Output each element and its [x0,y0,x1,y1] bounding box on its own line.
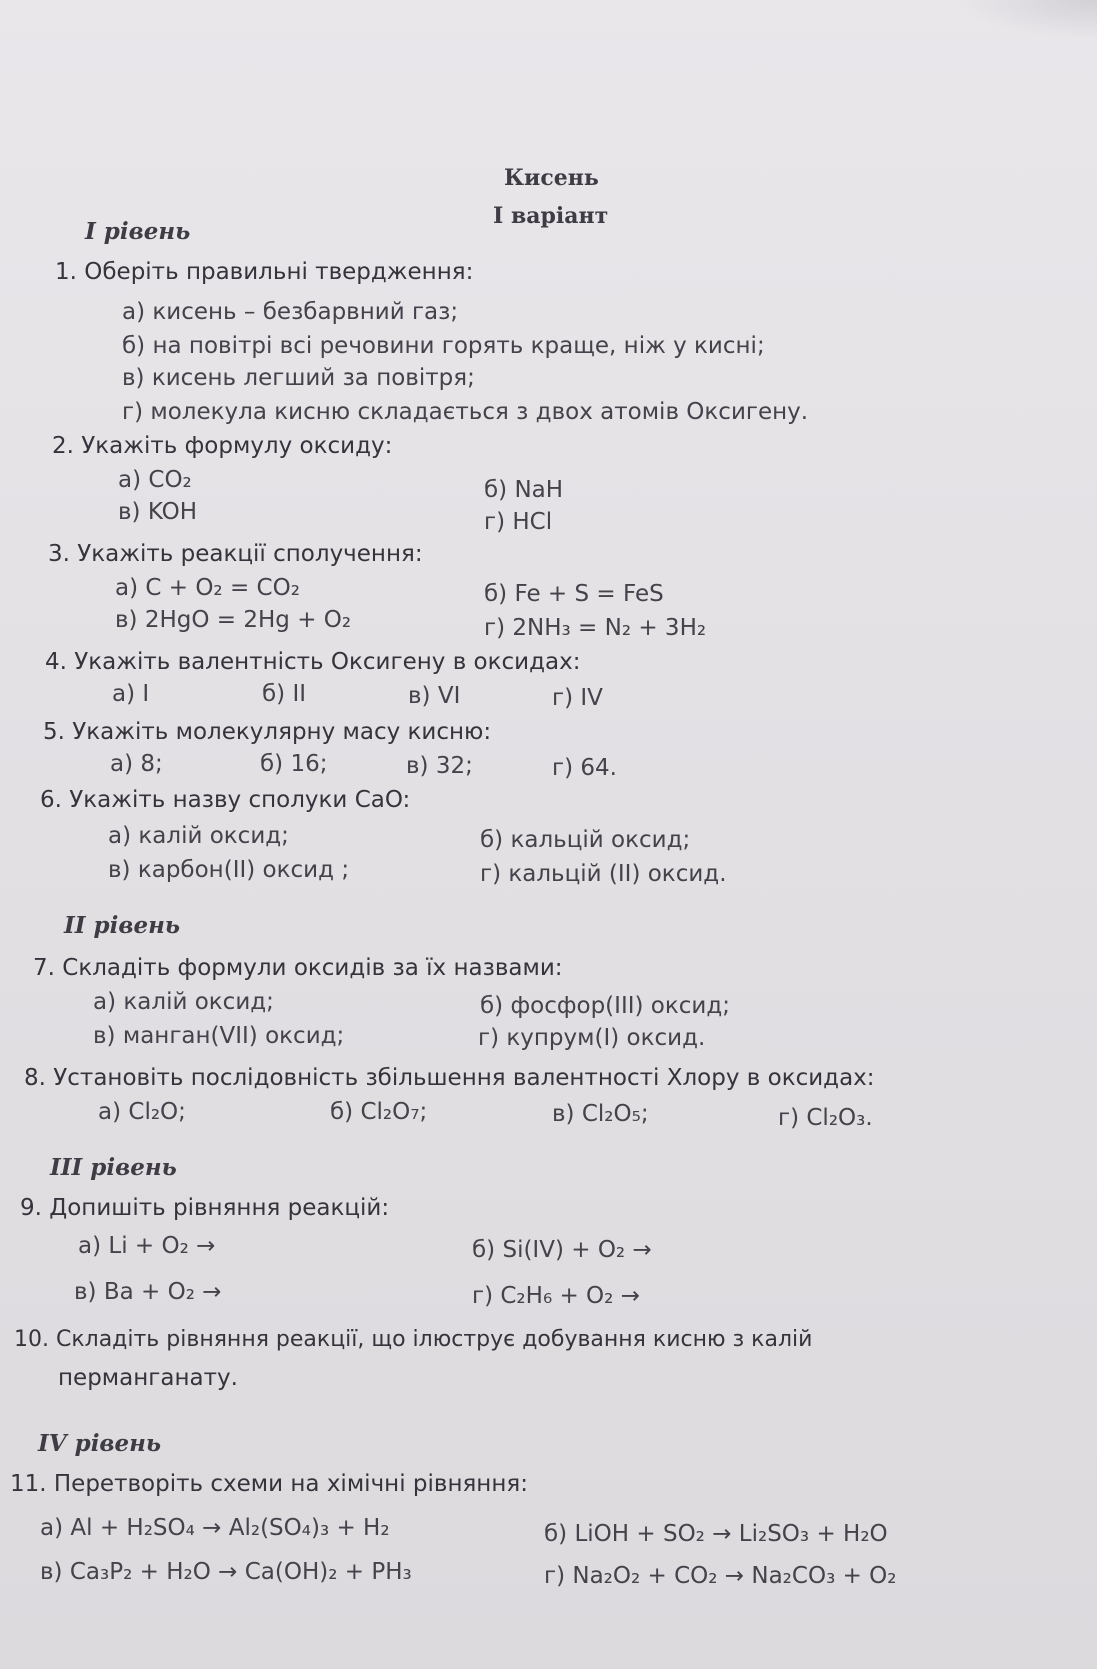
question-4: 4. Укажіть валентність Оксигену в оксидах: [45,649,581,675]
q3-option-b: б) Fe + S = FeS [484,581,664,607]
question-8: 8. Установіть послідовність збільшення валентності Хлору в оксидах: [24,1065,875,1091]
q4-option-c: в) VI [408,683,461,709]
question-6: 6. Укажіть назву сполуки CaO: [40,787,411,813]
q2-option-c: в) KOH [118,499,198,525]
variant-label: I варіант [493,203,609,229]
q9-option-a: а) Li + O₂ → [78,1233,216,1259]
question-10: 10. Складіть рівняння реакції, що ілюструє добування кисню з калій [14,1327,813,1352]
question-10-continued: перманганату. [58,1365,238,1391]
q9-option-b: б) Si(IV) + O₂ → [472,1237,652,1263]
q4-option-a: а) I [112,681,150,707]
q8-option-c: в) Cl₂O₅; [552,1101,649,1127]
q1-option-c: в) кисень легший за повітря; [122,365,475,391]
question-5: 5. Укажіть молекулярну масу кисню: [43,719,492,745]
q5-option-d: г) 64. [552,755,617,781]
question-11: 11. Перетворіть схеми на хімічні рівняння: [10,1471,528,1497]
q7-option-a: а) калій оксид; [93,989,274,1015]
q5-option-c: в) 32; [406,753,473,779]
q9-option-c: в) Ba + O₂ → [74,1279,222,1305]
q3-option-c: в) 2HgO = 2Hg + O₂ [115,607,352,633]
q9-option-d: г) C₂H₆ + O₂ → [472,1283,640,1309]
q7-option-c: в) манган(VII) оксид; [93,1023,345,1049]
q6-option-c: в) карбон(II) оксид ; [108,857,350,883]
q1-option-a: а) кисень – безбарвний газ; [122,299,459,325]
q8-option-d: г) Cl₂O₃. [778,1105,873,1131]
question-3: 3. Укажіть реакції сполучення: [48,541,423,567]
q8-option-a: а) Cl₂O; [98,1099,186,1125]
q6-option-a: а) калій оксид; [108,823,289,849]
q1-option-d: г) молекула кисню складається з двох атомів Оксигену. [122,399,809,425]
q2-option-a: а) CO₂ [118,467,192,493]
q6-option-d: г) кальцій (II) оксид. [480,861,727,887]
question-7: 7. Складіть формули оксидів за їх назвами: [33,955,563,981]
q11-option-c: в) Ca₃P₂ + H₂O → Ca(OH)₂ + PH₃ [40,1559,412,1585]
worksheet-title: Кисень [504,165,599,191]
q1-option-b: б) на повітрі всі речовини горять краще, ніж у кисні; [122,333,765,359]
q11-option-d: г) Na₂O₂ + CO₂ → Na₂CO₃ + O₂ [544,1563,897,1589]
q11-option-b: б) LiOH + SO₂ → Li₂SO₃ + H₂O [544,1521,888,1547]
question-2: 2. Укажіть формулу оксиду: [52,433,393,459]
q2-option-b: б) NaH [484,477,564,503]
question-9: 9. Допишіть рівняння реакцій: [20,1195,390,1221]
q2-option-d: г) HCl [484,509,553,535]
page-shadow [957,0,1097,40]
level-heading-3: III рівень [50,1154,177,1181]
q6-option-b: б) кальцій оксид; [480,827,691,853]
q7-option-b: б) фосфор(III) оксид; [480,993,731,1019]
q4-option-b: б) II [262,681,307,707]
q3-option-d: г) 2NH₃ = N₂ + 3H₂ [484,615,707,641]
question-1: 1. Оберіть правильні твердження: [55,259,474,285]
q3-option-a: а) C + O₂ = CO₂ [115,575,300,601]
q11-option-a: а) Al + H₂SO₄ → Al₂(SO₄)₃ + H₂ [40,1515,390,1541]
q4-option-d: г) IV [552,685,603,711]
q7-option-d: г) купрум(I) оксид. [478,1025,706,1051]
q8-option-b: б) Cl₂O₇; [330,1099,428,1125]
level-heading-1: I рівень [85,218,191,245]
level-heading-2: II рівень [64,912,181,939]
level-heading-4: IV рівень [38,1430,162,1457]
q5-option-b: б) 16; [260,751,328,777]
q5-option-a: а) 8; [110,751,163,777]
